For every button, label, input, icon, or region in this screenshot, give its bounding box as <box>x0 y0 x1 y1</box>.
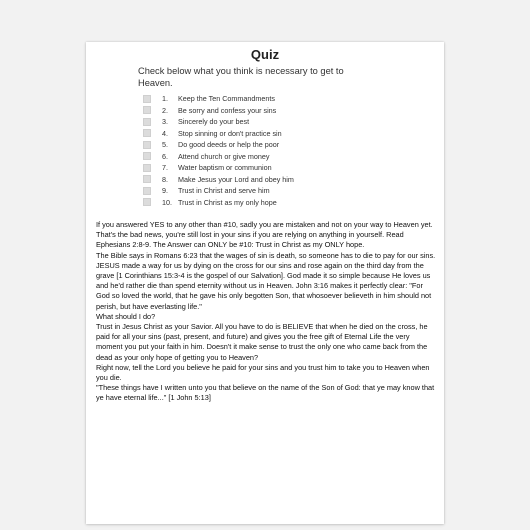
item-label: Trust in Christ as my only hope <box>178 197 277 207</box>
checkbox[interactable] <box>143 95 151 103</box>
checkbox[interactable] <box>143 118 151 126</box>
item-label: Sincerely do your best <box>178 117 250 127</box>
item-label: Attend church or give money <box>178 151 270 161</box>
checklist-item <box>143 105 294 117</box>
checklist-item <box>143 139 294 151</box>
quiz-title: Quiz <box>250 47 280 62</box>
checkbox[interactable] <box>143 198 151 206</box>
checklist-item <box>143 151 294 163</box>
checklist-item <box>143 128 294 140</box>
gospel-text <box>96 220 438 404</box>
answer-paragraph: If you answered YES to any other than #10, sadly you are mistaken and not on your way to Heaven yet. That's the bad news, you're still lost in your sins if you are relying on anything in yourself. Read Ephesians 2:8-9. The Answer can ONLY be #10: Trust in Christ as my ONLY hope. <box>96 220 433 250</box>
item-number: 10. <box>162 197 172 207</box>
checkbox[interactable] <box>143 152 151 160</box>
checkbox[interactable] <box>143 164 151 172</box>
item-label: Be sorry and confess your sins <box>178 105 277 115</box>
checkbox[interactable] <box>143 106 151 114</box>
item-number: 4. <box>162 128 168 138</box>
item-label: Stop sinning or don't practice sin <box>178 128 282 138</box>
item-label: Trust in Christ and serve him <box>178 186 270 196</box>
item-label: Do good deeds or help the poor <box>178 140 280 150</box>
romans-paragraph: The Bible says in Romans 6:23 that the wages of sin is death, so someone has to die to pay for our sins. JESUS made a way for us by dying on the cross for our sins and rose again on the third day from the grave [1 Corinthians 15:3-4 is the gospel of our Salvation]. God made it so simple because He loves us and he'd rather die than spend eternity without us in Heaven. John 3:16 makes it perfectly clear: "For God so loved the world, that he gave his only begotten Son, that whosoever believeth in him should not perish, but have everlasting life." <box>96 250 436 311</box>
checklist-item <box>143 185 294 197</box>
item-label: Keep the Ten Commandments <box>178 94 275 104</box>
checkbox[interactable] <box>143 141 151 149</box>
item-number: 8. <box>162 174 168 184</box>
checklist-item <box>143 93 294 105</box>
item-number: 5. <box>162 140 168 150</box>
checklist-item <box>143 197 294 209</box>
checklist-item <box>143 162 294 174</box>
checklist-item <box>143 116 294 128</box>
item-label: Make Jesus your Lord and obey him <box>178 174 294 184</box>
checkbox[interactable] <box>143 175 151 183</box>
trust-paragraph: Trust in Jesus Christ as your Savior. All you have to do is BELIEVE that when he died on the cross, he paid for all your sins (past, present, and future) and gives you the free gift of Eternal Life the very moment you put your faith in him. Doesn't it make sense to trust the only one who came back from the dead as your only hope of getting you to Heaven? <box>96 322 428 362</box>
scripture-quote: "These things have I written unto you that believe on the name of the Son of God: that ye may know that ye have eternal life..." [1 John 5:13] <box>96 383 435 403</box>
item-number: 9. <box>162 186 168 196</box>
checklist-item <box>143 174 294 186</box>
question-heading: What should I do? <box>96 311 156 321</box>
prayer-paragraph: Right now, tell the Lord you believe he paid for your sins and you trust him to take you to Heaven when you die. <box>96 362 430 383</box>
quiz-checklist <box>143 93 294 208</box>
item-number: 7. <box>162 163 168 173</box>
checkbox[interactable] <box>143 129 151 137</box>
item-number: 6. <box>162 151 168 161</box>
item-number: 1. <box>162 94 168 104</box>
flyer-sheet <box>86 42 444 524</box>
item-label: Water baptism or communion <box>178 163 272 173</box>
checkbox[interactable] <box>143 187 151 195</box>
quiz-instructions: Check below what you think is necessary to get to Heaven. <box>138 66 344 88</box>
item-number: 2. <box>162 105 168 115</box>
item-number: 3. <box>162 117 168 127</box>
